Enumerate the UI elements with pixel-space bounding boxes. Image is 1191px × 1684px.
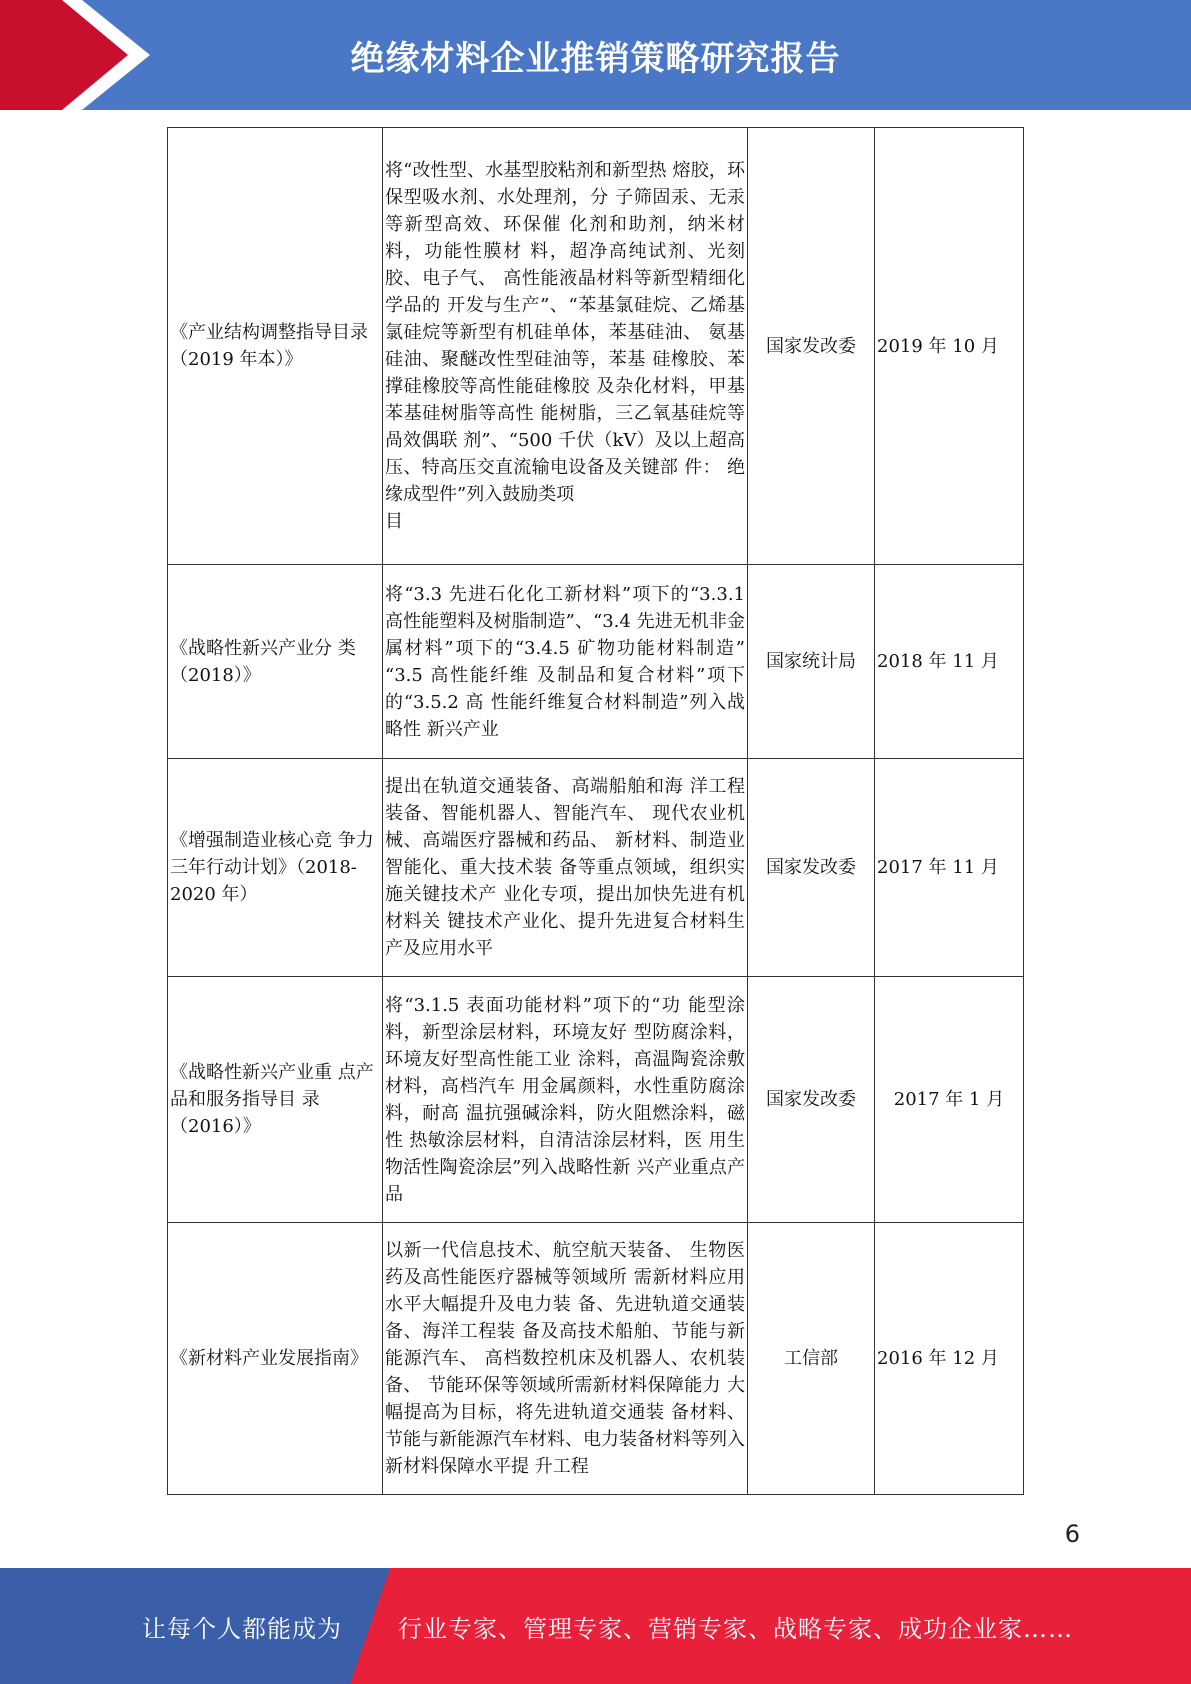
policy-description-cell: 将“3.1.5 表面功能材料”项下的“功 能型涂料，新型涂层材料，环境友好 型防腐涂料，环境友好型高性能工业 涂料，高温陶瓷涂敷材料，高档汽车 用金属颜料，水性重防腐涂料，耐高 温抗强碱涂料，防火阻燃涂料，磁性 热敏涂层材料，自清洁涂层材料，医 用生物活性陶瓷涂层”列入战略性新 兴产业重点产品 (383, 977, 748, 1223)
table-row (168, 759, 1024, 977)
report-title: 绝缘材料企业推销策略研究报告 (350, 38, 841, 79)
policy-table-container (167, 127, 1023, 1495)
policy-department-cell: 国家发改委 (748, 759, 875, 977)
footer-slogan-right: 行业专家、管理专家、营销专家、战略专家、成功企业家…… (398, 1614, 1073, 1643)
policy-table (167, 127, 1024, 1495)
policy-description-cell (383, 128, 748, 565)
policy-name-cell: 《战略性新兴产业分 类（2018）》 (168, 565, 383, 759)
policy-date-cell: 2016 年 12 月 (875, 1223, 1024, 1495)
policy-name-cell: 《新材料产业发展指南》 (168, 1223, 383, 1495)
policy-date-cell: 2017 年 1 月 (875, 977, 1024, 1223)
policy-description-cell: 将“3.3 先进石化化工新材料”项下的“3.3.1 高性能塑料及树脂制造”、“3.4 先进无机非金属材料”项下的“3.4.5 矿物功能材料制造” “3.5 高性能纤维 及制品和复合材料”项下的“3.5.2 高 性能纤维复合材料制造”列入战略性 新兴产业 (383, 565, 748, 759)
policy-description-tail: 目 (385, 511, 403, 532)
footer-slogan-left: 让每个人都能成为 (142, 1614, 342, 1643)
policy-department-cell: 工信部 (748, 1223, 875, 1495)
policy-name-cell: 《增强制造业核心竞 争力三年行动计划》（2018-2020 年） (168, 759, 383, 977)
policy-name-cell: 《战略性新兴产业重 点产品和服务指导目 录（2016）》 (168, 977, 383, 1223)
table-row (168, 128, 1024, 565)
table-row (168, 977, 1024, 1223)
policy-date-cell: 2017 年 11 月 (875, 759, 1024, 977)
table-row (168, 1223, 1024, 1495)
policy-department-cell: 国家统计局 (748, 565, 875, 759)
policy-name-cell: 《产业结构调整指导目录（2019 年本）》 (168, 128, 383, 565)
header-red-chevron-decoration (0, 0, 150, 110)
policy-description-cell: 以新一代信息技术、航空航天装备、 生物医药及高性能医疗器械等领域所 需新材料应用水平大幅提升及电力装 备、先进轨道交通装备、海洋工程装 备及高技术船舶、节能与新能源汽车、 高档数控机床及机器人、农机装备、 节能环保等领域所需新材料保障能力 大幅提高为目标，将先进轨道交通装 备材料、节能与新能源汽车材料、电力装备材料等列入新材料保障水平提 升工程 (383, 1223, 748, 1495)
policy-department-cell: 国家发改委 (748, 977, 875, 1223)
page-number: 6 (1064, 1520, 1080, 1548)
table-row (168, 565, 1024, 759)
policy-description-text: 将“改性型、水基型胶粘剂和新型热 熔胶，环保型吸水剂、水处理剂，分 子筛固汞、无汞等新型高效、环保催 化剂和助剂，纳米材料，功能性膜材 料，超净高纯试剂、光刻胶、电子气、 高性能液晶材料等新型精细化学品的 开发与生产”、“苯基氯硅烷、乙烯基 氯硅烷等新型有机硅单体，苯基硅油、 氨基硅油、聚醚改性型硅油等，苯基 硅橡胶、苯撑硅橡胶等高性能硅橡胶 及杂化材料，甲基苯基硅树脂等高性 能树脂，三乙氧基硅烷等咼效偶联 剂”、“500 千伏（kV）及以上超高压、特高压交直流输电设备及关键部 件： 绝缘成型件”列入鼓励类项 (385, 160, 745, 505)
policy-department-cell: 国家发改委 (748, 128, 875, 565)
policy-date-cell: 2019 年 10 月 (875, 128, 1024, 565)
policy-description-cell: 提出在轨道交通装备、高端船舶和海 洋工程装备、智能机器人、智能汽车、 现代农业机械、高端医疗器械和药品、 新材料、制造业智能化、重大技术装 备等重点领域，组织实施关键技术产 业化专项，提出加快先进有机材料关 键技术产业化、提升先进复合材料生 产及应用水平 (383, 759, 748, 977)
policy-date-cell: 2018 年 11 月 (875, 565, 1024, 759)
page-footer (0, 1568, 1191, 1684)
page-header (0, 0, 1191, 110)
